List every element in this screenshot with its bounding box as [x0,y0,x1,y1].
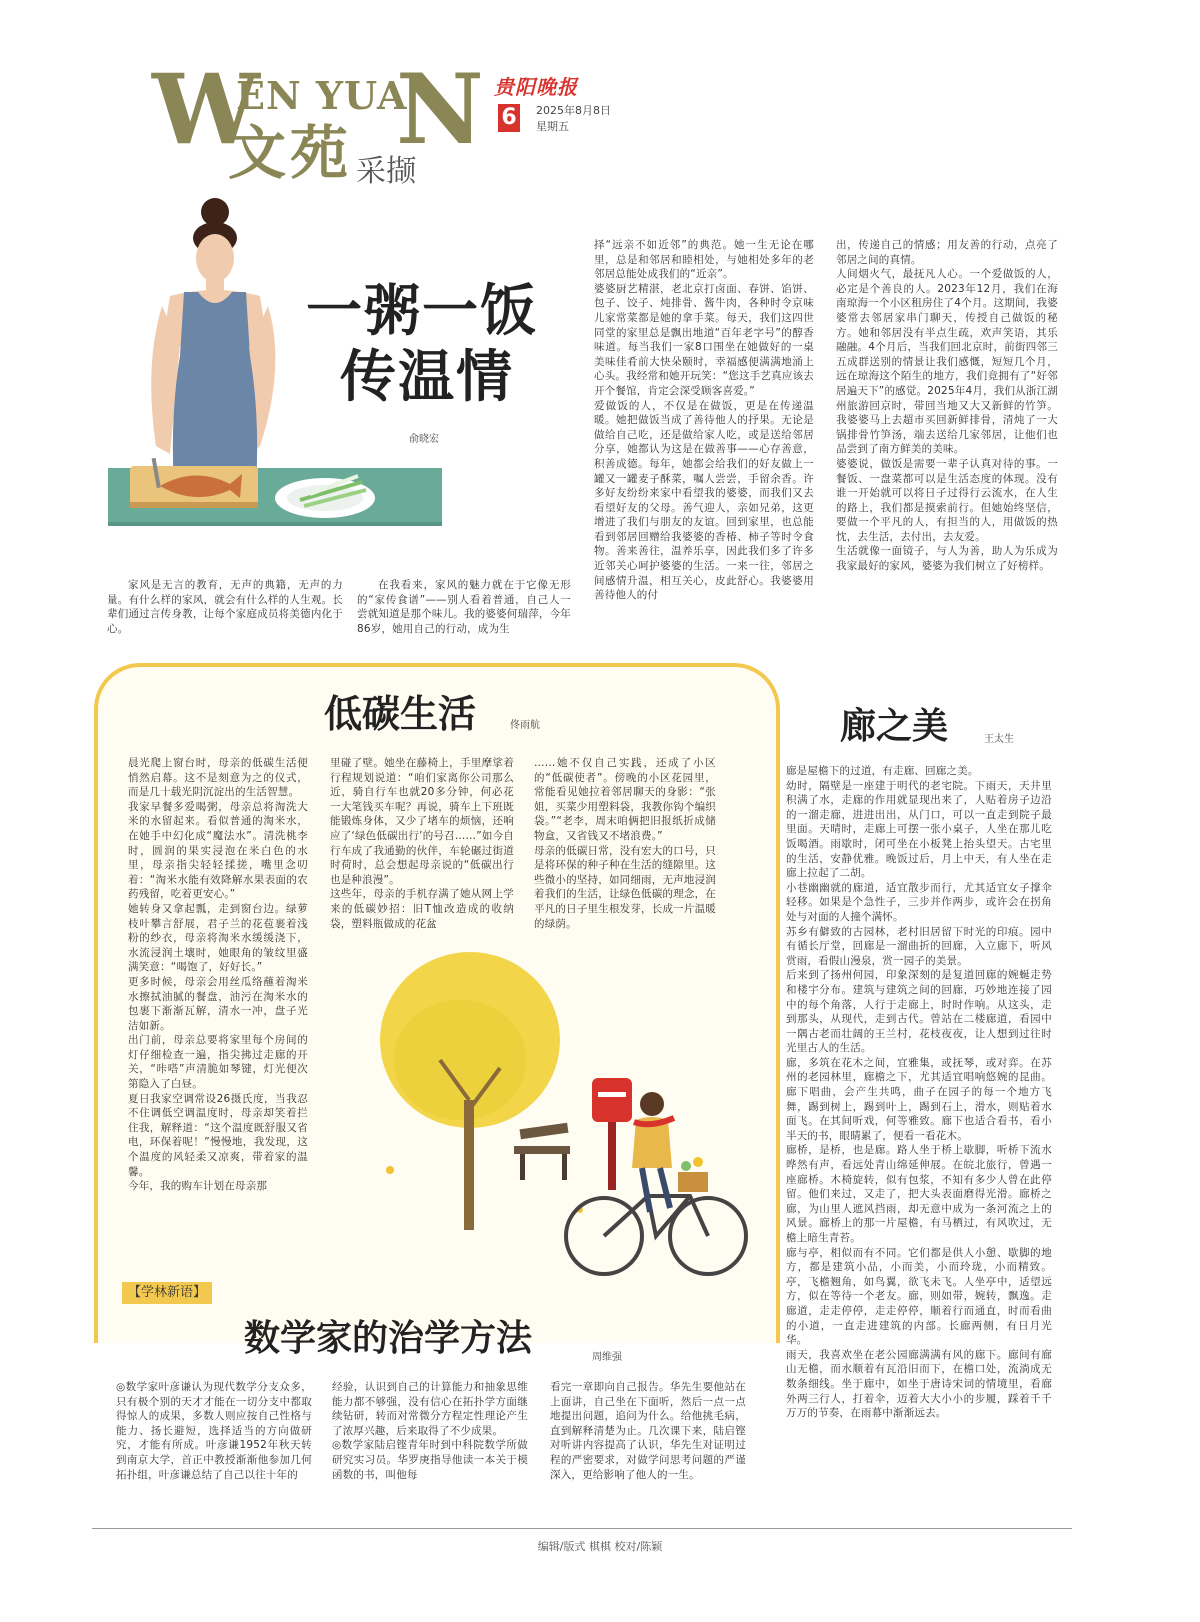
article4-col2 [332,1380,528,1498]
page-number: 6 [498,104,520,132]
article3-col [786,764,1052,1504]
cyclist-autumn-illustration [330,950,750,1280]
article2-title: 低碳生活 [324,692,477,736]
newspaper-logo: 贵阳晚报 [494,75,578,99]
article1-title-line1: 一粥一饭 [306,279,538,344]
issue-weekday: 星期五 [536,120,569,133]
article4-col2-text: 经验，认识到自己的计算能力和抽象思维能力都不够强，没有信心在拓扑学方面继续钻研，转而对常微分方程定性理论产生了浓厚兴趣，后来取得了不少成果。 ◎数学家陆启铿青年时到中科院数学所做研究实习员。华罗庚指导他读一本关于模函数的书，叫他每 [332,1381,528,1481]
article2-col1 [128,756,308,1246]
masthead-en-n: N [396,53,484,166]
issue-date: 2025年8月8日 [536,104,611,117]
article3-author: 王太生 [984,734,1014,745]
article1-col1-text: 家风是无言的教育，无声的典籍，无声的力量。有什么样的家风，就会有什么样的人生观。长辈们通过言传身教，让每个家庭成员将美德内化于心。 [107,579,343,635]
masthead-cn-sub: 采撷 [356,154,416,189]
article4-title: 数学家的治学方法 [244,1318,533,1359]
article4-author: 周维强 [592,1352,622,1363]
article4-col1 [116,1380,312,1498]
article1-title-line2: 传温情 [340,345,514,410]
article2-col3 [534,756,716,956]
article1-col4-text: 出，传递自己的情感；用友善的行动，点亮了邻居之间的真情。 人间烟火气，最抚凡人心。一个爱做饭的人，必定是个善良的人。2023年12月，我们在海南琼海一个小区租房住了4个月。这期间，我婆婆常去邻居家串门聊天，传授自己做饭的秘方。她和邻居没有半点生疏，欢声笑语，其乐融融。4个月后，当我们回北京时，前街四邻三五成群送别的情景让我们感慨，短短几个月，远在琼海这个陌生的地方，我们竟拥有了“好邻居遍天下”的感觉。2025年4月，我们从浙江湖州旅游回京时，带回当地又大又新鲜的竹笋。我婆婆马上去超市买回新鲜排骨，清炖了一大锅排骨竹笋汤，端去送给几家邻居，让他们也品尝到了南方鲜美的美味。 婆婆说，做饭是需要一辈子认真对待的事。一餐饭、一盘菜都可以是生活态度的体现。没有谁一开始就可以将日子过得行云流水，在人生的路上，我们都是摸索前行。但她始终坚信，要做一个平凡的人，有担当的人，用做饭的热忱，去生活，去付出，去友爱。 生活就像一面镜子，与人为善，助人为乐成为我家最好的家风，婆婆为我们树立了好榜样。 [836,239,1058,573]
footer-divider [92,1528,1072,1529]
article1-col2-text: 在我看来，家风的魅力就在于它像无形的“家传食谱”——别人看着普通，自己人一尝就知道是那个味儿。我的婆婆何瑞萍，今年86岁，她用自己的行动，成为生 [357,579,571,635]
masthead-cn-title: 文苑 [228,119,353,187]
article1-col1 [107,578,343,636]
article1-col3 [594,238,814,648]
masthead-en-w: W [152,53,260,166]
article3-title: 廊之美 [840,706,949,747]
article2-col2-text: 里碰了壁。她坐在藤椅上，手里摩挲着行程规划说道：“咱们家离你公司那么近，骑自行车也就20多分钟，何必花一大笔钱买车呢？再说，骑车上下班既能锻炼身体，又少了堵车的烦恼，还响应了‘绿色低碳出行’的号召……”如今自行车成了我通勤的伙伴，车轮碾过街道时荷时，总会想起母亲说的“低碳出行也是种浪漫”。 这些年，母亲的手机存满了她从网上学来的低碳妙招：旧T恤改造成的收纳袋，塑料瓶做成的花盆 [330,757,514,930]
article4-col3 [550,1380,746,1498]
article1-col4 [836,238,1058,648]
article4-tag: 【学林新语】 [122,1282,212,1304]
footer-credits: 编辑/版式 棋棋 校对/陈颖 [537,1540,663,1553]
article1-col3-text: 择“远亲不如近邻”的典范。她一生无论在哪里，总是和邻居和睦相处，与她相处多年的老邻居总能处成我们的“近亲”。 婆婆厨艺精湛，老北京打卤面、春饼、馅饼、包子、饺子、炖排骨、酱牛肉，各种时令京味儿家常菜都是她的拿手菜。每天，我们这四世同堂的家里总是飘出地道“百年老字号”的醇香味道。每当我们一家8口围坐在她做好的一桌美味佳肴前大快朵颐时，幸福感便满满地涌上心头。我经常和她开玩笑：“您这手艺真应该去开个餐馆，肯定会深受顾客喜爱。” 爱做饭的人，不仅是在做饭，更是在传递温暖。她把做饭当成了善待他人的抒果。无论是做给自己吃，还是做给家人吃，或是送给邻居分享，她都认为这是在做善事——心存善意，积善成德。每年，她都会给我们的好友做上一罐又一罐麦子酥菜，嘱人尝尝，手留余香。许多好友纷纷来家中看望我的婆婆，而我们又去看望好友的父母。善气迎人，亲如兄弟，这更增进了我们与朋友的友谊。回到家里，也总能看到邻居回赠给我婆婆的香椿、柿子等时令食物。善来善往，温养乐享，因此我们多了许多近邻关心呵护婆婆的生活。一来一往，邻居之间感情升温，相互关心，皮此舒心。我婆婆用善待他人的付 [594,239,814,602]
article2-author: 佟雨航 [510,720,540,731]
masthead-en-middle: EN YUA [236,73,408,118]
article2-col2 [330,756,514,956]
article1-author: 俞晓宏 [409,434,439,445]
article3-col-text: 廊是屋檐下的过道，有走廊、回廊之美。 幼时，隔壁是一座建于明代的老宅院。下雨天，天井里积满了水，走廊的作用就显现出来了，人贴着房子边沿的一溜走廊，进进出出，从门口，可以一直走到院子最里面。天晴时，走廊上可摆一张小桌子，人坐在那儿吃饭喝酒。雨歇时，闭可坐在小板凳上抬头望天。古宅里的生活，安静优雅。晚饭过后，月上中天，有人坐在走廊上拉起了二胡。 小巷幽幽就的廊道，适宜散步而行，尤其适宜女子撑伞轻移。如果是个急性子，三步并作两步，或许会在拐角处与对面的人撞个满怀。 苏乡有僻致的古园林，老村旧居留下时光的印痕。园中有循长厅堂，回廊是一溜曲折的回廊，入立廊下，听风赏雨，看假山漫泉，赏一园子的美景。 后来到了扬州何园，印象深刻的是复道回廊的婉蜒走势和楼宇分布。建筑与建筑之间的回廊，巧妙地连接了园中的每个角落，人行于走廊上，时时作响。从这头，走到那头，从现代，走到古代。曾站在二楼廊道，看园中一隅古老而壮阔的王兰村，花枝夜夜，让人想到过往时光里古人的生活。 廊，多筑在花木之间，宜雅集，或抚琴，或对弈。在苏州的老园林里，廊檐之下，尤其适宜唱响悠婉的昆曲。廊下唱曲，会产生共鸣，曲子在园子的每一个地方飞舞，踢到树上，踢到叶上，踢到石上，滑水，则贴着水面飞。在其间听戏，何等雅致。廊下也适合看书，看小半天的书，眼睛累了，便看一看花木。 廊桥，是桥，也是廊。路人坐于桥上歇脚，听桥下流水哗然有声，看远处青山绵延伸展。在皖北旅行，曾遇一座廊桥。木椅旋转，似有包浆，不知有多少人曾在此停留。他们来过，又走了，把大头表面磨得光滑。廊桥之廊，为山里人遮风挡雨，却无意中成为一条河流之上的风景。廊桥上的那一片屋檐，有马栖过，有风吹过，无檐上暗生青苔。 廊与亭，相似而有不同。它们都是供人小憩、歇脚的地方，都是建筑小品，小而美，小而玲珑，小而精致。亭，飞檐翘角，如鸟翼，欲飞未飞。人坐亭中，适望远方，似在等待一个老友。廊，则如带，婉转，飘逸。走廊道，走走停停，走走停停，顺着行而通直，时而看曲的小道，一直走进建筑的内部。长廊两侧，有日月光华。 雨天，我喜欢坐在老公园廊满满有风的廊下。廊间有廊山无檐，而水顺着有瓦沿旧而下，在檐口处，流淌成无数条细线。坐于廊中，如坐于唐诗宋词的情境里，看廊外两三行人，打着伞，迈着大大小小的步履，踩着千千万万的节奏，在雨幕中渐渐远去。 [786,765,1052,1420]
article2-col3-text: ……她不仅自己实践，还成了小区的“低碳使者”。傍晚的小区花园里，常能看见她拉着邻居聊天的身影：“张姐，买菜少用塑料袋，我教你钩个编织袋。”“老李，周末咱俩把旧报纸折成储物盒，又省钱又不堵浪费。” 母亲的低碳日常，没有宏大的口号，只是将环保的种子种在生活的缝隙里。这些微小的坚持，如同细雨，无声地浸润着我们的生活，让绿色低碳的理念，在平凡的日子里生根发芽，长成一片温暖的绿荫。 [534,757,716,930]
article2-col1-text: 晨光爬上窗台时，母亲的低碳生活便悄然启幕。这不是刻意为之的仪式，而是几十载光阴沉淀出的生活智慧。 我家早餐多爱喝粥，母亲总将淘洗大米的水留起来。看似普通的淘米水，在她手中幻化成“魔法水”。清洗桃李时，圆润的果实浸泡在米白色的水里，母亲指尖轻轻揉搓，嘴里念叨着：“淘米水能有效降解水果表面的农药残留，吃着更安心。” 她转身又拿起瓢，走到窗台边。绿萝枝叶攀言舒展，君子兰的花苞裹着浅粉的纱衣，母亲将淘米水缓缓浇下，水流浸润土壤时，她眼角的皱纹里盛满笑意：“喝饱了，好好长。” 更多时候，母亲会用丝瓜络蘸着淘米水擦拭油腻的餐盘，油污在淘米水的包裹下渐渐瓦解，清水一冲，盘子光洁如新。 出门前，母亲总要将家里每个房间的灯仔细检查一遍，指尖拂过走廊的开关，“咔嗒”声清脆如琴键，灯光便次第隐入了白昼。 夏日我家空调常设26摄氏度，当我忍不住调低空调温度时，母亲却笑着拦住我，解释道：“这个温度既舒服又省电，环保着呢！”慢慢地，我发现，这个温度的风轻柔又凉爽，带着家的温馨。 今年，我的购车计划在母亲那 [128,757,308,1193]
article1-col2 [357,578,571,636]
article4-col1-text: ◎数学家叶彦谦认为现代数学分支众多，只有极个别的天才才能在一切分支中都取得惊人的成果，多数人则应按自己性格与能力、扬长避短，选择适当的方向做研究，才能有所成。叶彦谦1952年秋天转到南京大学，首正中教授渐渐他参加几何拓扑组，叶彦谦总结了自己以往十年的 [116,1381,312,1481]
article4-col3-text: 看完一章即向自己报告。华先生要他站在上面讲，自己坐在下面听，然后一点一点地提出问题，追问为什么。给他挑毛病，直到解释清楚为止。几次课下来，陆启铿对听讲内容提高了认识，华先生对证明过程的严密要求，对做学问思考问题的严谨深入，更给影响了他人的一生。 [550,1381,746,1481]
